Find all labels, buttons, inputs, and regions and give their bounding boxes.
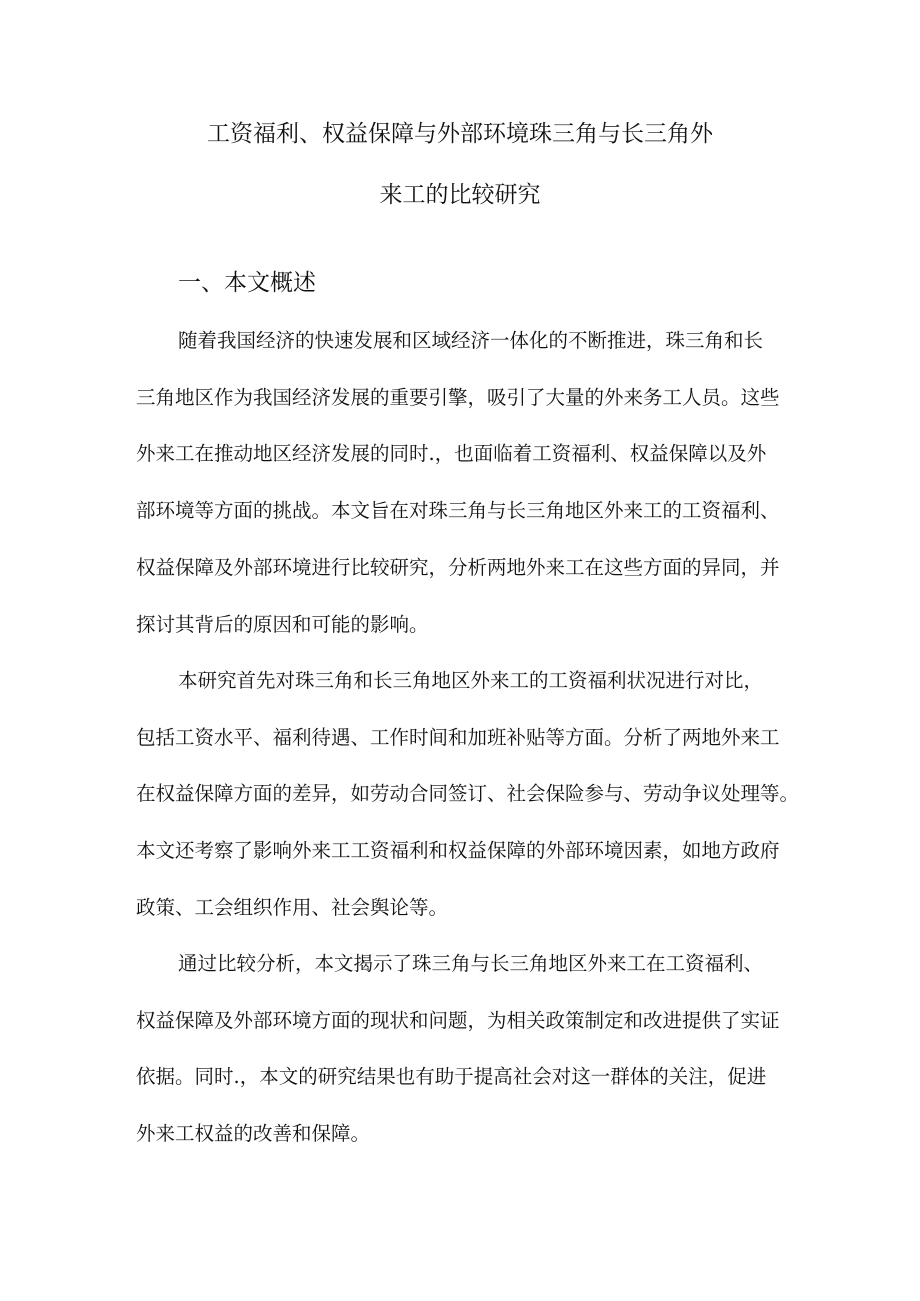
paragraph-3-line-3: 依据。同时.，本文的研究结果也有助于提高社会对这一群体的关注，促进	[136, 1065, 767, 1088]
paragraph-2-line-3: 在权益保障方面的差异，如劳动合同签订、社会保险参与、劳动争议处理等。	[136, 782, 800, 805]
paragraph-2-line-1: 本研究首先对珠三角和长三角地区外来工的工资福利状况进行对比，	[178, 669, 764, 692]
paragraph-1-line-6: 探讨其背后的原因和可能的影响。	[136, 613, 429, 636]
paragraph-1-line-4: 部环境等方面的挑战。本文旨在对珠三角与长三角地区外来工的工资福利、	[136, 499, 780, 522]
paragraph-3-line-2: 权益保障及外部环境方面的现状和问题，为相关政策制定和改进提供了实证	[136, 1009, 780, 1032]
paragraph-3-line-1: 通过比较分析，本文揭示了珠三角与长三角地区外来工在工资福利、	[178, 952, 764, 975]
paragraph-2-line-2: 包括工资水平、福利待遇、工作时间和加班补贴等方面。分析了两地外来工	[136, 726, 780, 749]
paragraph-1-line-1: 随着我国经济的快速发展和区域经济一体化的不断推进，珠三角和长	[178, 329, 764, 352]
paragraph-1-line-5: 权益保障及外部环境进行比较研究，分析两地外来工在这些方面的异同，并	[136, 556, 780, 579]
paragraph-1-line-2: 三角地区作为我国经济发展的重要引擎，吸引了大量的外来务工人员。这些	[136, 386, 780, 409]
document-title-line-1: 工资福利、权益保障与外部环境珠三角与长三角外	[207, 121, 713, 147]
paragraph-1-line-3: 外来工在推动地区经济发展的同时.，也面临着工资福利、权益保障以及外	[136, 442, 767, 465]
section-heading: 一、本文概述	[178, 270, 316, 296]
paragraph-2-line-5: 政策、工会组织作用、社会舆论等。	[136, 896, 449, 919]
paragraph-2-line-4: 本文还考察了影响外来工工资福利和权益保障的外部环境因素，如地方政府	[136, 839, 780, 862]
document-title-line-2: 来工的比较研究	[379, 182, 541, 208]
paragraph-3-line-4: 外来工权益的改善和保障。	[136, 1122, 371, 1145]
